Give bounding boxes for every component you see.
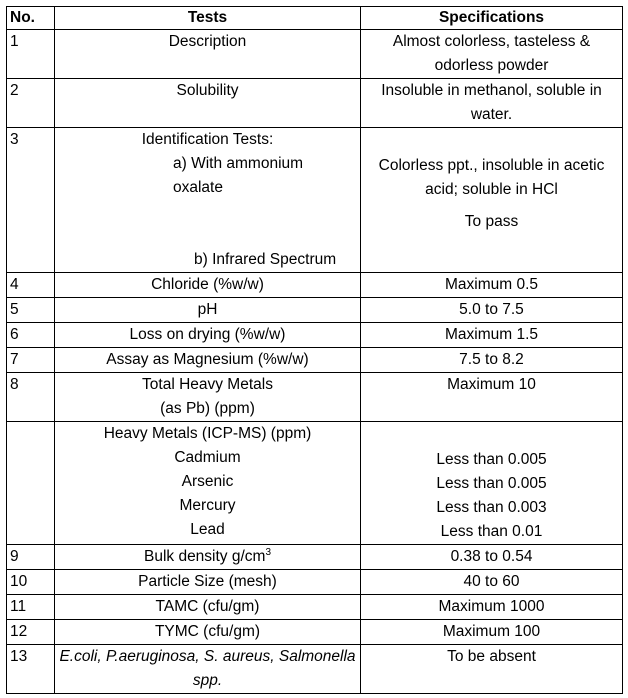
test-name: Chloride (%w/w) xyxy=(55,273,361,298)
row-number: 9 xyxy=(7,545,55,570)
table-row xyxy=(7,30,623,79)
row-number: 6 xyxy=(7,323,55,348)
metal-name: Cadmium xyxy=(174,449,241,466)
spec-cell xyxy=(361,30,623,79)
spec-line: water. xyxy=(470,106,513,123)
specifications-table xyxy=(6,6,623,694)
spec-line: Colorless ppt., insoluble in acetic xyxy=(378,157,605,174)
spec-value: Maximum 100 xyxy=(361,620,623,645)
spec-cell xyxy=(361,128,623,273)
spec-value: To be absent xyxy=(361,645,623,694)
table-row xyxy=(7,373,623,422)
test-name: Description xyxy=(168,33,247,50)
test-name: Total Heavy Metals xyxy=(142,376,273,393)
test-cell xyxy=(55,79,361,128)
test-name: TYMC (cfu/gm) xyxy=(55,620,361,645)
table-row xyxy=(7,620,623,645)
row-number: 10 xyxy=(7,570,55,595)
identification-test-b: b) Infrared Spectrum xyxy=(194,251,337,268)
row-number: 7 xyxy=(7,348,55,373)
spec-line: Less than 0.005 xyxy=(436,475,547,492)
identification-test-a: a) With ammonium oxalate xyxy=(173,155,304,196)
table-row xyxy=(7,323,623,348)
test-cell xyxy=(55,645,361,694)
test-name: Particle Size (mesh) xyxy=(55,570,361,595)
test-cell xyxy=(55,373,361,422)
test-name: (as Pb) (ppm) xyxy=(160,400,255,417)
row-number: 3 xyxy=(7,128,55,273)
table-row xyxy=(7,128,623,273)
test-name: pH xyxy=(55,298,361,323)
row-number: 5 xyxy=(7,298,55,323)
table-row xyxy=(7,298,623,323)
test-cell xyxy=(55,30,361,79)
test-cell xyxy=(55,422,361,545)
table-row xyxy=(7,422,623,545)
header-tests: Tests xyxy=(55,7,361,30)
spec-cell xyxy=(361,422,623,545)
table-row xyxy=(7,595,623,620)
spec-line: Almost colorless, tasteless & xyxy=(392,33,591,50)
metal-name: Mercury xyxy=(179,497,236,514)
metal-name: Arsenic xyxy=(181,473,234,490)
spec-value: 7.5 to 8.2 xyxy=(361,348,623,373)
row-number: 1 xyxy=(7,30,55,79)
spec-cell xyxy=(361,79,623,128)
test-name: Solubility xyxy=(176,82,239,99)
spec-line: odorless powder xyxy=(434,57,549,74)
spec-value: Maximum 0.5 xyxy=(361,273,623,298)
spec-line: Less than 0.01 xyxy=(440,523,543,540)
identification-heading: Identification Tests: xyxy=(141,131,274,148)
table-row xyxy=(7,348,623,373)
test-cell xyxy=(55,545,361,570)
spec-line: To pass xyxy=(464,213,519,230)
superscript: 3 xyxy=(265,546,272,558)
test-cell xyxy=(55,128,361,273)
spec-value: 40 to 60 xyxy=(361,570,623,595)
spec-line: Less than 0.003 xyxy=(436,499,547,516)
table-row xyxy=(7,273,623,298)
table-row xyxy=(7,545,623,570)
spec-value: Maximum 10 xyxy=(361,373,623,422)
spec-line: Less than 0.005 xyxy=(436,451,547,468)
spec-line: acid; soluble in HCl xyxy=(425,181,558,198)
test-name: E.coli, P.aeruginosa, S. aureus, Salmonella xyxy=(59,648,356,665)
header-no: No. xyxy=(7,7,55,30)
table-row xyxy=(7,570,623,595)
row-number: 12 xyxy=(7,620,55,645)
test-name: Heavy Metals (ICP-MS) (ppm) xyxy=(103,425,312,442)
row-number: 4 xyxy=(7,273,55,298)
test-name: TAMC (cfu/gm) xyxy=(55,595,361,620)
test-name: spp. xyxy=(192,672,223,689)
row-number: 8 xyxy=(7,373,55,422)
test-name: Loss on drying (%w/w) xyxy=(55,323,361,348)
row-number xyxy=(7,422,55,545)
metal-name: Lead xyxy=(190,521,225,538)
spec-value: Maximum 1.5 xyxy=(361,323,623,348)
table-row xyxy=(7,79,623,128)
row-number: 11 xyxy=(7,595,55,620)
spec-line: Insoluble in methanol, soluble in xyxy=(381,82,602,99)
spec-value: 5.0 to 7.5 xyxy=(361,298,623,323)
row-number: 2 xyxy=(7,79,55,128)
test-name: Assay as Magnesium (%w/w) xyxy=(55,348,361,373)
test-name: Bulk density g/cm xyxy=(143,548,266,565)
header-specifications: Specifications xyxy=(361,7,623,30)
spec-value: 0.38 to 0.54 xyxy=(361,545,623,570)
spec-value: Maximum 1000 xyxy=(361,595,623,620)
row-number: 13 xyxy=(7,645,55,694)
table-row xyxy=(7,645,623,694)
header-row xyxy=(7,7,623,30)
